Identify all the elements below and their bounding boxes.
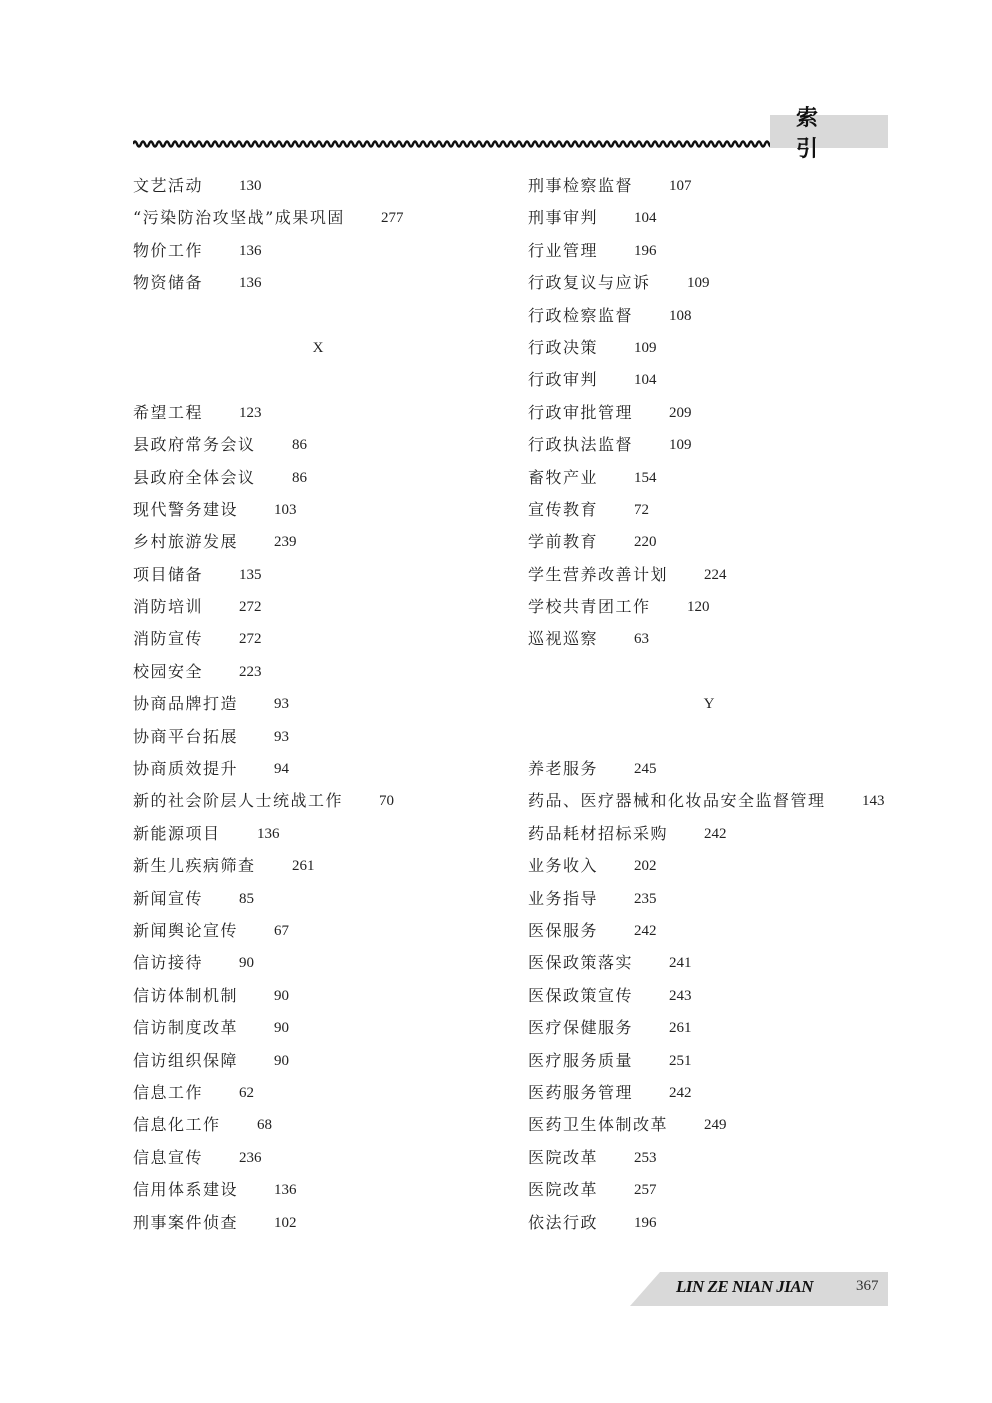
index-entry: [133, 850, 503, 882]
index-term: 行政决策: [528, 337, 599, 357]
index-term: 现代警务建设: [133, 499, 239, 519]
index-term: 物资储备: [133, 273, 204, 293]
index-page: 109: [634, 339, 657, 356]
index-entry: [133, 267, 503, 299]
index-entry: [528, 397, 890, 429]
blank-row: [133, 300, 503, 332]
index-entry: [528, 332, 890, 364]
index-entry: [133, 559, 503, 591]
index-entry: [528, 202, 890, 234]
index-page: 104: [634, 372, 657, 389]
index-page: 261: [669, 1020, 692, 1037]
index-entry: [528, 429, 890, 461]
index-term: 药品耗材招标采购: [528, 823, 669, 843]
index-term: 学生营养改善计划: [528, 564, 669, 584]
index-page: 224: [704, 566, 727, 583]
index-term: 行政检察监督: [528, 305, 634, 325]
index-entry: [133, 1207, 503, 1239]
index-term: 行业管理: [528, 240, 599, 260]
index-page: 93: [274, 728, 289, 745]
index-page: 245: [634, 761, 657, 778]
index-entry: [133, 591, 503, 623]
index-entry: [528, 559, 890, 591]
index-entry: [528, 1142, 890, 1174]
index-entry: [528, 883, 890, 915]
index-entry: [133, 202, 503, 234]
index-term: 医保政策宣传: [528, 985, 634, 1005]
index-term: 信访制度改革: [133, 1018, 239, 1038]
index-page: 196: [634, 1214, 657, 1231]
index-term: 希望工程: [133, 402, 204, 422]
index-entry: [133, 429, 503, 461]
index-entry: [133, 785, 503, 817]
index-entry: [528, 850, 890, 882]
index-page: 241: [669, 955, 692, 972]
index-entry: [133, 1012, 503, 1044]
index-entry: [528, 267, 890, 299]
index-entry: [528, 915, 890, 947]
index-term: 医疗保健服务: [528, 1018, 634, 1038]
index-term: 养老服务: [528, 759, 599, 779]
index-term: 新闻宣传: [133, 888, 204, 908]
index-term: 医保政策落实: [528, 953, 634, 973]
index-term: 医保服务: [528, 920, 599, 940]
index-term: 信息工作: [133, 1082, 204, 1102]
index-term: 行政执法监督: [528, 435, 634, 455]
index-page: 196: [634, 242, 657, 259]
index-term: 医药服务管理: [528, 1082, 634, 1102]
index-term: 畜牧产业: [528, 467, 599, 487]
index-term: 项目储备: [133, 564, 204, 584]
index-entry: [528, 1045, 890, 1077]
index-entry: [133, 753, 503, 785]
index-term: 信访体制机制: [133, 985, 239, 1005]
index-page: 223: [239, 663, 262, 680]
index-term: 依法行政: [528, 1212, 599, 1232]
index-column-right: [528, 170, 890, 1239]
index-term: “污染防治攻坚战”成果巩固: [133, 208, 345, 228]
index-page: 154: [634, 469, 657, 486]
index-entry: [528, 947, 890, 979]
index-term: 行政审判: [528, 370, 599, 390]
index-page: 86: [292, 469, 307, 486]
index-term: 县政府常务会议: [133, 435, 256, 455]
blank-row: [528, 656, 890, 688]
index-term: 物价工作: [133, 240, 204, 260]
index-term: 刑事审判: [528, 208, 599, 228]
index-page: 90: [239, 955, 254, 972]
index-page: 257: [634, 1182, 657, 1199]
index-term: 县政府全体会议: [133, 467, 256, 487]
index-page: 103: [274, 501, 297, 518]
index-page: 239: [274, 534, 297, 551]
index-page: 242: [634, 922, 657, 939]
index-entry: [528, 753, 890, 785]
index-page: 109: [687, 275, 710, 292]
index-term: 新的社会阶层人士统战工作: [133, 791, 344, 811]
index-page: 67: [274, 922, 289, 939]
section-title: 索 引: [796, 104, 845, 162]
index-term: 协商品牌打造: [133, 694, 239, 714]
index-entry: [133, 688, 503, 720]
index-entry: [133, 947, 503, 979]
index-term: 医院改革: [528, 1180, 599, 1200]
index-page: 108: [669, 307, 692, 324]
index-page: 253: [634, 1149, 657, 1166]
index-term: 新生儿疾病筛查: [133, 856, 256, 876]
index-term: 巡视巡察: [528, 629, 599, 649]
index-page: 90: [274, 1052, 289, 1069]
index-entry: [528, 526, 890, 558]
index-entry: [133, 170, 503, 202]
index-entry: [133, 397, 503, 429]
index-entry: [133, 1142, 503, 1174]
index-term: 信访接待: [133, 953, 204, 973]
index-page: 272: [239, 631, 262, 648]
index-term: 信息化工作: [133, 1115, 221, 1135]
index-page: 120: [687, 599, 710, 616]
blank-row: [133, 364, 503, 396]
letter-heading: Y: [703, 696, 715, 713]
index-page: 220: [634, 534, 657, 551]
index-entry: [133, 721, 503, 753]
index-entry: [133, 980, 503, 1012]
index-page: 68: [257, 1117, 272, 1134]
index-term: 业务指导: [528, 888, 599, 908]
index-entry: [528, 591, 890, 623]
index-page: 135: [239, 566, 262, 583]
index-page: 136: [239, 275, 262, 292]
index-term: 行政复议与应诉: [528, 273, 651, 293]
index-entry: [528, 1012, 890, 1044]
index-term: 协商质效提升: [133, 759, 239, 779]
index-page: 136: [239, 242, 262, 259]
index-page: 202: [634, 858, 657, 875]
index-page: 136: [274, 1182, 297, 1199]
index-entry: [133, 1109, 503, 1141]
index-entry: [528, 235, 890, 267]
index-page: 261: [292, 858, 315, 875]
index-entry: [528, 462, 890, 494]
index-page: 70: [379, 793, 394, 810]
index-page: 107: [669, 178, 692, 194]
index-page: 243: [669, 987, 692, 1004]
index-term: 行政审批管理: [528, 402, 634, 422]
index-entry: [528, 1109, 890, 1141]
running-footer: [630, 1272, 888, 1306]
index-entry: [528, 300, 890, 332]
index-term: 乡村旅游发展: [133, 532, 239, 552]
index-term: 信访组织保障: [133, 1050, 239, 1070]
index-page: 136: [257, 825, 280, 842]
letter-heading: X: [312, 339, 324, 356]
index-page: 143: [862, 793, 885, 810]
index-entry: [133, 1077, 503, 1109]
index-term: 医疗服务质量: [528, 1050, 634, 1070]
index-entry: [528, 1077, 890, 1109]
index-term: 药品、医疗器械和化妆品安全监督管理: [528, 791, 826, 811]
index-entry: [528, 170, 890, 202]
index-page: 62: [239, 1084, 254, 1101]
index-entry: [133, 1174, 503, 1206]
index-entry: [528, 980, 890, 1012]
index-term: 宣传教育: [528, 499, 599, 519]
blank-row: [528, 721, 890, 753]
header-wave-rule: [133, 138, 773, 150]
index-term: 医药卫生体制改革: [528, 1115, 669, 1135]
index-entry: [133, 494, 503, 526]
index-page: 90: [274, 987, 289, 1004]
index-page: 242: [669, 1084, 692, 1101]
index-entry: [133, 883, 503, 915]
index-page: 86: [292, 437, 307, 454]
index-term: 学校共青团工作: [528, 597, 651, 617]
index-term: 文艺活动: [133, 176, 204, 195]
index-entry: [133, 1045, 503, 1077]
section-title-tab: [770, 104, 888, 162]
index-page: 72: [634, 501, 649, 518]
index-entry: [133, 526, 503, 558]
index-page: 277: [381, 210, 404, 227]
index-entry: [528, 785, 890, 817]
index-term: 医院改革: [528, 1147, 599, 1167]
footer-title: LIN ZE NIAN JIAN: [676, 1277, 813, 1296]
index-entry: [528, 623, 890, 655]
index-page: 251: [669, 1052, 692, 1069]
index-entry: [528, 494, 890, 526]
index-column-left: [133, 170, 503, 1239]
index-term: 学前教育: [528, 532, 599, 552]
index-page: 94: [274, 761, 289, 778]
page-number: 367: [856, 1278, 879, 1294]
index-entry: [528, 818, 890, 850]
index-page: 109: [669, 437, 692, 454]
index-entry: [133, 235, 503, 267]
index-page: 249: [704, 1117, 727, 1134]
index-entry: [133, 656, 503, 688]
index-term: 信息宣传: [133, 1147, 204, 1167]
index-page: 235: [634, 890, 657, 907]
index-page: 85: [239, 890, 254, 907]
index-entry: [528, 1207, 890, 1239]
index-page: 102: [274, 1214, 297, 1231]
index-term: 消防培训: [133, 597, 204, 617]
index-term: 消防宣传: [133, 629, 204, 649]
index-page: 123: [239, 404, 262, 421]
index-entry: [528, 1174, 890, 1206]
index-page: 93: [274, 696, 289, 713]
index-page: 272: [239, 599, 262, 616]
index-entry: [133, 462, 503, 494]
index-page: 90: [274, 1020, 289, 1037]
index-term: 校园安全: [133, 661, 204, 681]
index-term: 新闻舆论宣传: [133, 920, 239, 940]
index-page: 104: [634, 210, 657, 227]
index-page: 242: [704, 825, 727, 842]
index-page: 130: [239, 178, 262, 194]
index-page: 63: [634, 631, 649, 648]
index-term: 刑事案件侦查: [133, 1212, 239, 1232]
index-term: 协商平台拓展: [133, 726, 239, 746]
index-entry: [133, 623, 503, 655]
index-page: 209: [669, 404, 692, 421]
index-term: 新能源项目: [133, 823, 221, 843]
index-term: 刑事检察监督: [528, 176, 634, 195]
index-entry: [133, 818, 503, 850]
index-term: 业务收入: [528, 856, 599, 876]
index-entry: [528, 364, 890, 396]
index-term: 信用体系建设: [133, 1180, 239, 1200]
index-page: 236: [239, 1149, 262, 1166]
index-entry: [133, 915, 503, 947]
